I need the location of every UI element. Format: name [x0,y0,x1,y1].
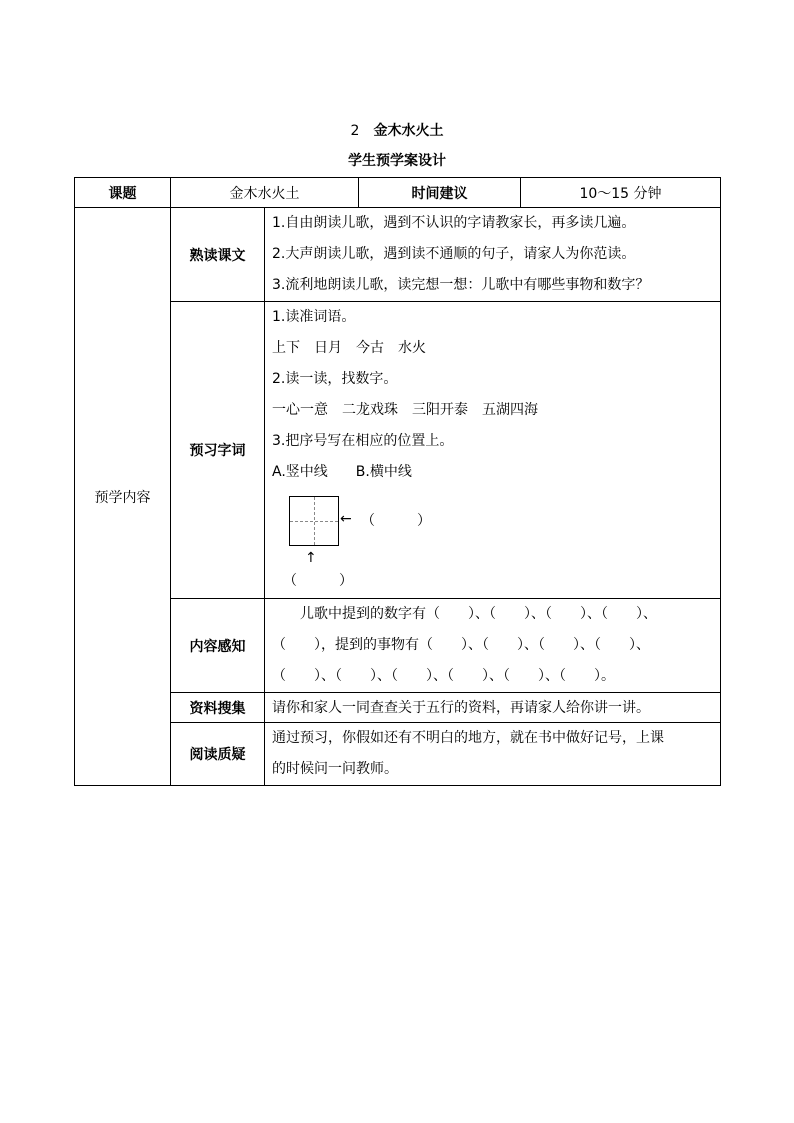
subtitle: 学生预学案设计 [348,153,446,169]
row-yuxi [75,302,721,599]
arrow-up-icon: ↑ [305,550,317,566]
topic-value: 金木水火土 [171,178,359,208]
yuedu-line-2: 的时候问一问教师。 [272,761,398,777]
neirong-line-2: （ ），提到的事物有（ ）、（ ）、（ ）、（ ）、 [272,637,650,653]
yuxi-label: 预习字词 [171,302,265,599]
row-ziliao [75,693,721,723]
grid-diagram [265,488,720,598]
yuxi-q3-options: A.竖中线 B.横中线 [272,464,412,480]
lesson-title [0,120,794,140]
yuedu-content [265,723,721,786]
shudu-item-2: 2.大声朗读儿歌，遇到读不通顺的句子，请家人为你范读。 [272,246,636,262]
neirong-line-1: 儿歌中提到的数字有（ ）、（ ）、（ ）、（ ）、 [272,606,657,622]
ziliao-text: 请你和家人一同查查关于五行的资料，再请家人给你讲一讲。 [272,699,650,716]
header-row [75,178,721,208]
lesson-title-text: 金木水火土 [373,123,444,139]
row-shudu [75,208,721,302]
arrow-left-icon: ← [340,511,352,527]
horizontal-center-line [290,521,338,522]
time-label: 时间建议 [359,178,521,208]
shudu-content [265,208,721,302]
shudu-label: 熟读课文 [171,208,265,302]
tian-grid-box [289,496,339,546]
yuedu-line-1: 通过预习，你假如还有不明白的地方，就在书中做好记号，上课 [272,730,664,746]
lesson-number: 2 [350,123,360,139]
topic-label: 课题 [75,178,171,208]
row-yuedu [75,723,721,786]
yuxi-q3: 3.把序号写在相应的位置上。 [272,433,454,449]
neirong-label: 内容感知 [171,599,265,693]
neirong-content [265,599,721,693]
yuxi-q2: 2.读一读，找数字。 [272,371,398,387]
answer-blank-right[interactable]: （ ） [361,513,431,529]
yuedu-label: 阅读质疑 [171,723,265,786]
answer-blank-bottom[interactable]: （ ） [283,573,353,589]
shudu-item-3: 3.流利地朗读儿歌，读完想一想：儿歌中有哪些事物和数字？ [272,277,650,293]
time-value: 10～15 分钟 [521,178,721,208]
ziliao-label: 资料搜集 [171,693,265,723]
yuxi-q2-words: 一心一意 二龙戏珠 三阳开泰 五湖四海 [272,402,538,418]
ziliao-content [265,693,721,723]
yuxi-content [265,302,721,599]
section-label: 预学内容 [75,208,171,786]
row-neirong [75,599,721,693]
neirong-line-3: （ ）、（ ）、（ ）、（ ）、（ ）、（ ）。 [272,668,615,684]
shudu-item-1: 1.自由朗读儿歌，遇到不认识的字请教家长，再多读几遍。 [272,215,636,231]
yuxi-q1-words: 上下 日月 今古 水火 [272,340,426,356]
preview-table [74,177,721,786]
yuxi-q1: 1.读准词语。 [272,309,356,325]
